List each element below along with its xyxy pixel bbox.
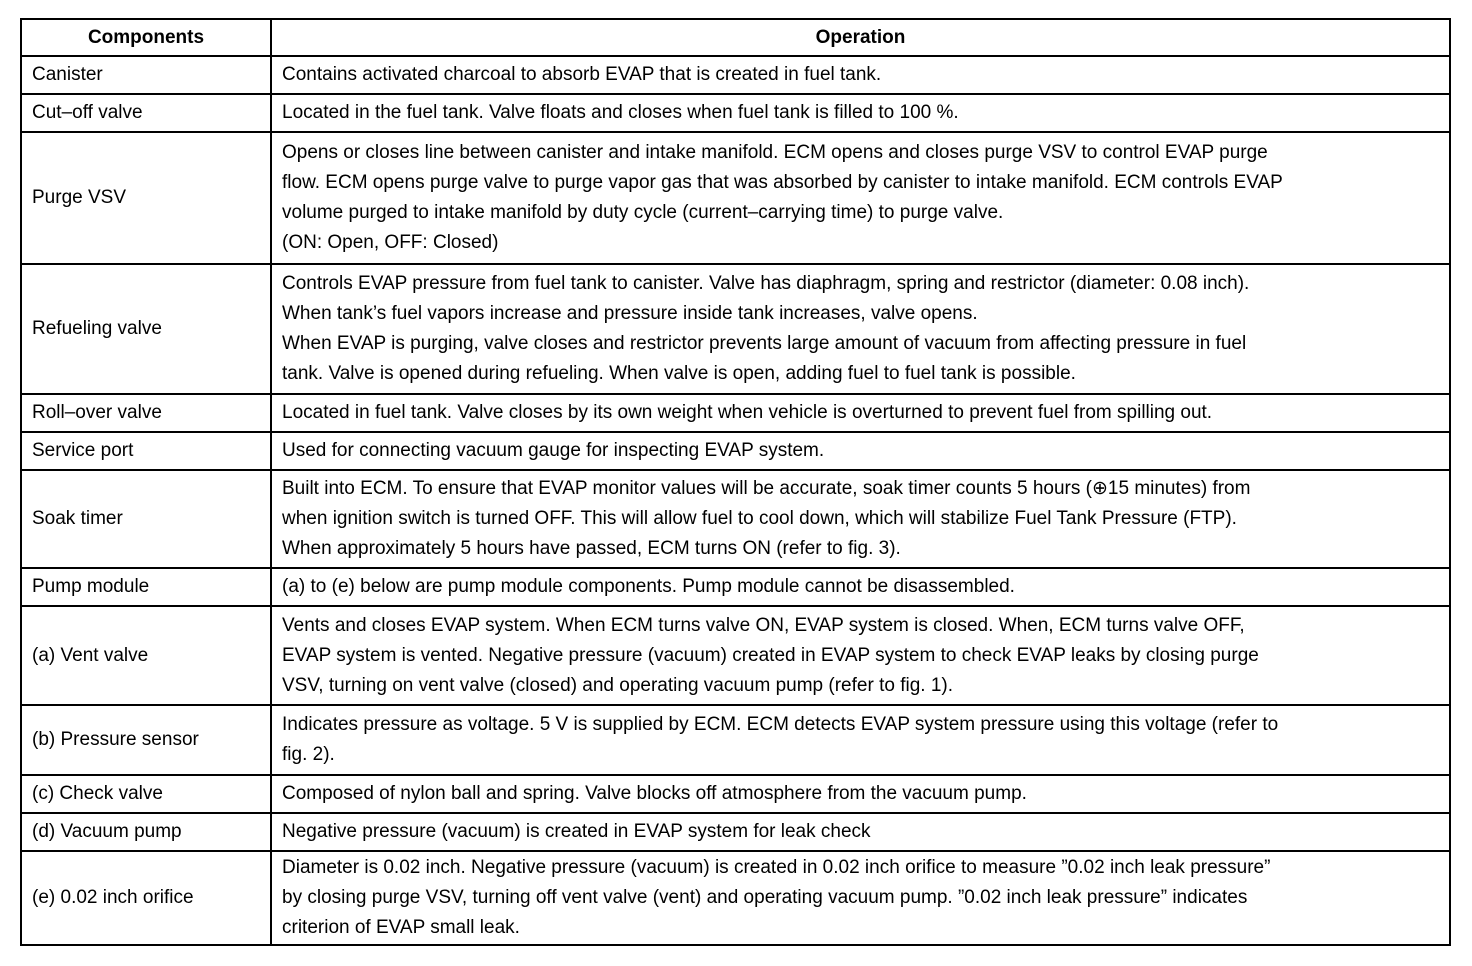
table-row bbox=[21, 94, 1450, 132]
table-row bbox=[21, 606, 1450, 705]
operation-line: when ignition switch is turned OFF. This will allow fuel to cool down, which will stabilize Fuel Tank Pressure (FTP). bbox=[282, 508, 1237, 529]
operation-line: When approximately 5 hours have passed, ECM turns ON (refer to fig. 3). bbox=[282, 538, 901, 559]
table-row bbox=[21, 775, 1450, 813]
operation-line: Opens or closes line between canister and intake manifold. ECM opens and closes purge VSV to control EVAP purge bbox=[282, 142, 1268, 163]
operation-cell bbox=[271, 705, 1450, 775]
operation-line: tank. Valve is opened during refueling. When valve is open, adding fuel to fuel tank is possible. bbox=[282, 363, 1076, 384]
header-row bbox=[21, 19, 1450, 56]
table-row bbox=[21, 56, 1450, 94]
table-row bbox=[21, 394, 1450, 432]
operation-cell bbox=[271, 813, 1450, 851]
component-cell: (e) 0.02 inch orifice bbox=[21, 851, 271, 945]
component-cell: (c) Check valve bbox=[21, 775, 271, 813]
component-cell: Soak timer bbox=[21, 470, 271, 568]
operation-cell bbox=[271, 470, 1450, 568]
table-row bbox=[21, 705, 1450, 775]
operation-line: Built into ECM. To ensure that EVAP monitor values will be accurate, soak timer counts 5 hours (⊕15 minutes) from bbox=[282, 478, 1251, 499]
component-cell: Purge VSV bbox=[21, 132, 271, 264]
component-cell: Roll–over valve bbox=[21, 394, 271, 432]
component-cell: Canister bbox=[21, 56, 271, 94]
operation-cell bbox=[271, 606, 1450, 705]
operation-line: volume purged to intake manifold by duty cycle (current–carrying time) to purge valve. bbox=[282, 202, 1004, 223]
component-cell: (d) Vacuum pump bbox=[21, 813, 271, 851]
table-row bbox=[21, 264, 1450, 394]
operation-line: Indicates pressure as voltage. 5 V is supplied by ECM. ECM detects EVAP system pressure using this voltage (refer to bbox=[282, 714, 1279, 735]
operation-line: Vents and closes EVAP system. When ECM turns valve ON, EVAP system is closed. When, ECM turns valve OFF, bbox=[282, 614, 1245, 636]
component-cell: Refueling valve bbox=[21, 264, 271, 394]
table-row bbox=[21, 432, 1450, 470]
operation-line: Located in the fuel tank. Valve floats and closes when fuel tank is filled to 100 %. bbox=[282, 102, 959, 123]
operation-line: flow. ECM opens purge valve to purge vapor gas that was absorbed by canister to intake manifold. ECM controls EVAP bbox=[282, 172, 1283, 193]
operation-line: EVAP system is vented. Negative pressure (vacuum) created in EVAP system to check EVAP leaks by closing purge bbox=[282, 644, 1259, 666]
operation-cell bbox=[271, 132, 1450, 264]
table-row bbox=[21, 851, 1450, 945]
operation-line: Used for connecting vacuum gauge for inspecting EVAP system. bbox=[282, 440, 825, 461]
operation-line: Located in fuel tank. Valve closes by its own weight when vehicle is overturned to prevent fuel from spilling out. bbox=[282, 402, 1213, 423]
operation-cell bbox=[271, 56, 1450, 94]
operation-line: VSV, turning on vent valve (closed) and operating vacuum pump (refer to fig. 1). bbox=[282, 674, 953, 696]
operation-line: Diameter is 0.02 inch. Negative pressure (vacuum) is created in 0.02 inch orifice to measure ”0.02 inch leak pressure” bbox=[282, 857, 1271, 878]
operation-line: Composed of nylon ball and spring. Valve blocks off atmosphere from the vacuum pump. bbox=[282, 783, 1027, 804]
table-row bbox=[21, 470, 1450, 568]
operation-cell bbox=[271, 264, 1450, 394]
component-cell: Service port bbox=[21, 432, 271, 470]
table-row bbox=[21, 568, 1450, 606]
operation-line: criterion of EVAP small leak. bbox=[282, 917, 520, 938]
operation-cell bbox=[271, 568, 1450, 606]
operation-line: (a) to (e) below are pump module components. Pump module cannot be disassembled. bbox=[282, 576, 1015, 597]
operation-cell bbox=[271, 394, 1450, 432]
operation-cell bbox=[271, 775, 1450, 813]
operation-line: fig. 2). bbox=[282, 744, 335, 765]
operation-header: Operation bbox=[271, 19, 1450, 56]
operation-cell bbox=[271, 94, 1450, 132]
component-cell: Pump module bbox=[21, 568, 271, 606]
component-cell: (a) Vent valve bbox=[21, 606, 271, 705]
component-cell: Cut–off valve bbox=[21, 94, 271, 132]
components-header: Components bbox=[21, 19, 271, 56]
operation-line: by closing purge VSV, turning off vent valve (vent) and operating vacuum pump. ”0.02 inch leak pressure” indicates bbox=[282, 887, 1248, 908]
operation-line: Controls EVAP pressure from fuel tank to canister. Valve has diaphragm, spring and restrictor (diameter: 0.08 inch). bbox=[282, 273, 1250, 294]
component-cell: (b) Pressure sensor bbox=[21, 705, 271, 775]
operation-line: When tank’s fuel vapors increase and pressure inside tank increases, valve opens. bbox=[282, 303, 978, 324]
table-row bbox=[21, 813, 1450, 851]
operation-line: Contains activated charcoal to absorb EVAP that is created in fuel tank. bbox=[282, 64, 882, 85]
evap-components-table bbox=[20, 18, 1451, 946]
operation-line: When EVAP is purging, valve closes and restrictor prevents large amount of vacuum from affecting pressure in fuel bbox=[282, 333, 1247, 354]
operation-line: Negative pressure (vacuum) is created in EVAP system for leak check bbox=[282, 821, 871, 842]
table-row bbox=[21, 132, 1450, 264]
operation-cell bbox=[271, 851, 1450, 945]
operation-cell bbox=[271, 432, 1450, 470]
operation-line: (ON: Open, OFF: Closed) bbox=[282, 232, 499, 253]
